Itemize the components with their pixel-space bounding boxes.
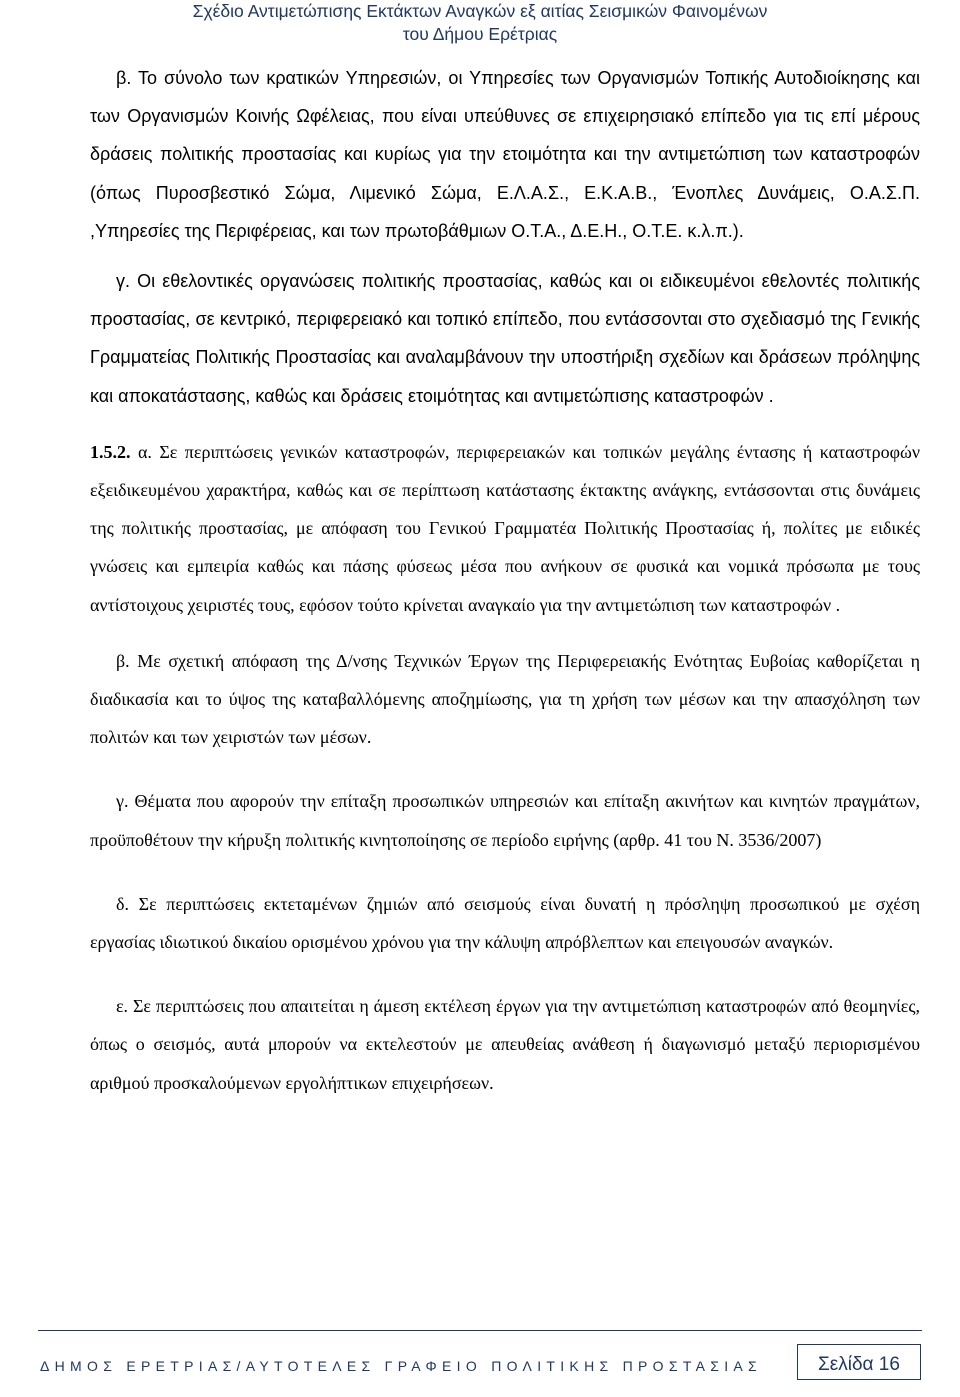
- paragraph-beta-compensation: β. Με σχετική απόφαση της Δ/νσης Τεχνικών Έργων της Περιφερειακής Ενότητας Ευβοίας καθορίζεται η διαδικασία και το ύψος της καταβαλλόμενης αποζημίωσης, για τη χρήση των μέσων και την απασχόληση των πολιτών και των χειριστών των μέσων.: [90, 650, 920, 748]
- header-title-line2: του Δήμου Ερέτριας: [402, 24, 558, 44]
- paragraph-epsilon-works: ε. Σε περιπτώσεις που απαιτείται η άμεση εκτέλεση έργων για την αντιμετώπιση καταστροφών από θεομηνίες, όπως ο σεισμός, αυτά μπορούν να εκτελεστούν με απευθείας ανάθεση ή διαγωνισμό μεταξύ περιορισμένου αριθμού προσκαλούμενων εργολήπτικων επιχειρήσεων.: [90, 996, 920, 1093]
- section-number: 1.5.2.: [90, 441, 131, 462]
- paragraph-delta-hiring: δ. Σε περιπτώσεις εκτεταμένων ζημιών από σεισμούς είναι δυνατή η πρόσληψη προσωπικού με σχέση εργασίας ιδιωτικού δικαίου ορισμένου χρόνου για την κάλυψη απρόβλεπτων και επειγουσών αναγκών.: [90, 893, 920, 953]
- page-number-box: [797, 1344, 921, 1380]
- paragraph-gamma-requisition: γ. Θέματα που αφορούν την επίταξη προσωπικών υπηρεσιών και επίταξη ακινήτων και κινητών πραγμάτων, προϋποθέτουν την κήρυξη πολιτικής κινητοποίησης σε περίοδο ειρήνης (αρθρ. 41 του Ν. 3536/2007): [90, 791, 920, 850]
- document-body: [90, 59, 920, 1102]
- footer-divider: [38, 1330, 922, 1331]
- section-1-5-2-text: α. Σε περιπτώσεις γενικών καταστροφών, περιφερειακών και τοπικών μεγάλης έντασης ή καταστροφών εξειδικευμένου χαρακτήρα, καθώς και σε περίπτωση κατάστασης έκτακτης ανάγκης, εντάσσονται στις δυνάμεις της πολιτικής προστασίας, με απόφαση του Γενικού Γραμματέα Πολιτικής Προστασίας ή, πολίτες με ειδικές γνώσεις και εμπειρία καθώς και πάσης φύσεως μέσα που ανήκουν σε φυσικά και νομικά πρόσωπα με τους αντίστοιχους χειριστές τους, εφόσον τούτο κρίνεται αναγκαίο για την αντιμετώπιση των καταστροφών .: [90, 441, 920, 615]
- header-title-line1: Σχέδιο Αντιμετώπισης Εκτάκτων Αναγκών εξ αιτίας Σεισμικών Φαινομένων: [192, 1, 768, 21]
- section-1-5-2: [90, 433, 920, 624]
- paragraph-beta-services: β. Το σύνολο των κρατικών Υπηρεσιών, οι Υπηρεσίες των Οργανισμών Τοπικής Αυτοδιοίκησης και των Οργανισμών Κοινής Ωφέλειας, που είναι υπεύθυνες σε επιχειρησιακό επίπεδο για τις επί μέρους δράσεις πολιτικής προστασίας και κυρίως για την ετοιμότητα και την αντιμετώπιση των καταστροφών (όπως Πυροσβεστικό Σώμα, Λιμενικό Σώμα, Ε.Λ.Α.Σ., Ε.Κ.Α.Β., Ένοπλες Δυνάμεις, Ο.Α.Σ.Π. ,Υπηρεσίες της Περιφέρειας, και των πρωτοβάθμιων Ο.Τ.Α., Δ.Ε.Η., Ο.Τ.Ε. κ.λ.π.).: [90, 68, 920, 241]
- paragraph-gamma-volunteers: γ. Οι εθελοντικές οργανώσεις πολιτικής προστασίας, καθώς και οι ειδικευμένοι εθελοντές πολιτικής προστασίας, σε κεντρικό, περιφερειακό και τοπικό επίπεδο, που εντάσσονται στο σχεδιασμό της Γενικής Γραμματείας Πολιτικής Προστασίας και αναλαμβάνουν την υποστήριξη σχεδίων και δράσεων πρόληψης και αποκατάστασης, καθώς και δράσεις ετοιμότητας και αντιμετώπισης καταστροφών .: [90, 271, 920, 406]
- page-number: Σελίδα 16: [818, 1354, 900, 1375]
- page-header: [0, 0, 960, 46]
- footer-office-name: ΔΗΜΟΣ ΕΡΕΤΡΙΑΣ/ΑΥΤΟΤΕΛΕΣ ΓΡΑΦΕΙΟ ΠΟΛΙΤΙΚΗΣ ΠΡΟΣΤΑΣΙΑΣ: [40, 1358, 763, 1374]
